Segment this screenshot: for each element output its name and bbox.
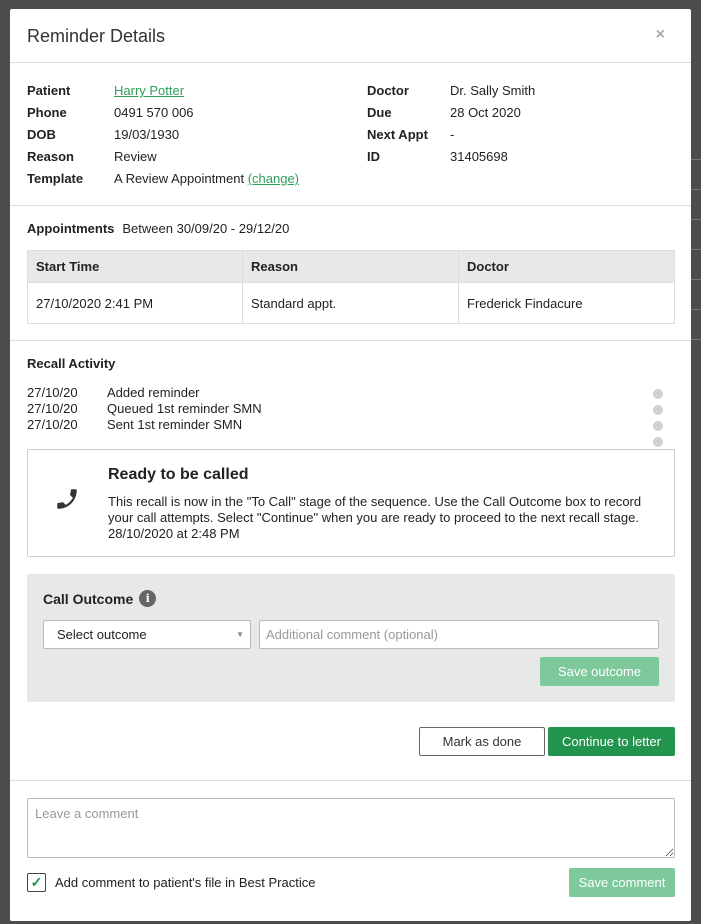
patient-details [10,63,691,206]
call-card-description: This recall is now in the "To Call" stage of the sequence. Use the Call Outcome box to record your call attempts. Select "Continue" when you are ready to proceed to the next recall stage. [108,494,642,525]
call-outcome-title [43,590,156,607]
detail-value: A Review Appointment [114,171,245,186]
activity-text: Sent 1st reminder SMN [107,417,243,432]
background-table-rows [691,130,701,340]
detail-row-next-appt [367,124,535,146]
activity-date: 27/10/20 [27,417,78,432]
appointments-section [10,206,691,341]
detail-label: DOB [27,127,56,142]
timeline-dot [653,405,663,415]
save-comment-button[interactable]: Save comment [569,868,675,897]
detail-row-template [27,168,299,190]
reminder-details-modal [10,9,691,921]
timeline-dot [653,437,663,447]
additional-comment-input[interactable] [259,620,659,649]
detail-value: 31405698 [450,149,508,164]
appointments-range: Between 30/09/20 - 29/12/20 [122,221,290,236]
column-header-reason: Reason [243,251,459,283]
detail-row-doctor [367,80,535,102]
detail-row-id [367,146,535,168]
appointments-label: Appointments [27,221,115,236]
call-card-text [108,494,664,542]
cell-reason: Standard appt. [243,283,459,324]
appointments-table [27,250,675,324]
change-template-link[interactable]: (change) [247,171,300,186]
list-item [27,385,262,401]
call-card-timestamp: 28/10/2020 at 2:48 PM [108,526,240,541]
activity-date: 27/10/20 [27,385,78,400]
detail-row-due [367,102,535,124]
close-icon[interactable]: × [655,26,665,43]
phone-icon [54,486,80,515]
detail-value: Dr. Sally Smith [450,83,536,98]
detail-value: 28 Oct 2020 [450,105,521,120]
call-outcome-label: Call Outcome [43,590,134,607]
detail-row-dob [27,124,299,146]
outcome-select-value: Select outcome [57,627,147,642]
timeline-dots [653,389,663,453]
recall-activity-section [10,341,691,781]
activity-text: Queued 1st reminder SMN [107,401,262,416]
checkmark-icon: ✓ [30,874,43,890]
detail-label: Reason [27,149,74,164]
detail-label: Phone [27,105,67,120]
call-outcome-panel [27,574,675,702]
detail-value: Review [114,149,157,164]
outcome-select[interactable] [43,620,251,649]
activity-date: 27/10/20 [27,401,78,416]
modal-title: Reminder Details [27,26,166,46]
continue-to-letter-button[interactable]: Continue to letter [548,727,675,756]
details-left-column [27,80,299,190]
appointments-heading [27,221,289,236]
call-card-title: Ready to be called [108,466,249,483]
recall-activity-title: Recall Activity [27,356,116,371]
detail-row-patient [27,80,299,102]
save-outcome-button[interactable]: Save outcome [540,657,659,686]
add-to-file-label: Add comment to patient's file in Best Practice [55,875,316,890]
details-right-column [367,80,535,168]
detail-label: Template [27,171,84,186]
add-to-file-checkbox[interactable] [27,873,46,892]
detail-label: Doctor [367,83,409,98]
timeline-dot [653,389,663,399]
list-item [27,401,262,417]
leave-comment-textarea[interactable] [27,798,675,858]
detail-row-reason [27,146,299,168]
mark-as-done-button[interactable]: Mark as done [419,727,545,756]
detail-label: ID [367,149,380,164]
activity-list [27,385,262,433]
detail-label: Patient [27,83,71,98]
info-icon[interactable]: i [139,590,156,607]
table-header-row [28,251,675,283]
detail-label: Next Appt [367,127,428,142]
cell-start-time: 27/10/2020 2:41 PM [28,283,243,324]
patient-name-link[interactable]: Harry Potter [114,83,185,98]
cell-doctor: Frederick Findacure [459,283,675,324]
column-header-doctor: Doctor [459,251,675,283]
column-header-start-time: Start Time [28,251,243,283]
detail-row-phone [27,102,299,124]
timeline-dot [653,421,663,431]
detail-value: 0491 570 006 [114,105,194,120]
detail-label: Due [367,105,392,120]
comment-footer [10,781,691,921]
table-row[interactable] [28,283,675,324]
ready-to-call-card [27,449,675,557]
list-item [27,417,262,433]
caret-down-icon: ▼ [236,630,244,639]
detail-value: - [450,127,455,142]
activity-text: Added reminder [107,385,200,400]
detail-value: 19/03/1930 [114,127,180,142]
modal-header [10,9,691,63]
